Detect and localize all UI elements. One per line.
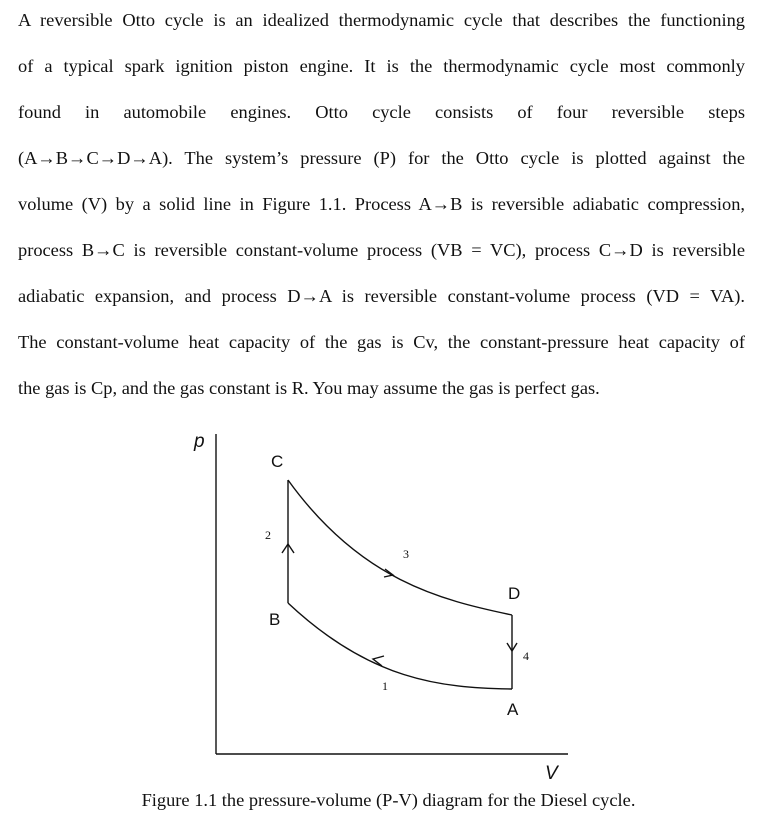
paragraph-line-4: (A→B→C→D→A). The system’s pressure (P) for the Otto cycle is plotted against the bbox=[18, 148, 745, 168]
y-axis-label: p bbox=[194, 431, 205, 452]
process-ab-curve bbox=[288, 603, 512, 689]
paragraph-line-8: The constant-volume heat capacity of the gas is Cv, the constant-pressure heat capacity of bbox=[18, 332, 745, 352]
x-axis-label: V bbox=[545, 763, 558, 784]
process-number-1: 1 bbox=[382, 679, 388, 693]
process-number-4: 4 bbox=[523, 649, 529, 663]
process-cd-curve bbox=[288, 480, 512, 615]
point-label-b: B bbox=[269, 610, 281, 629]
point-label-c: C bbox=[271, 452, 284, 471]
process-number-2: 2 bbox=[265, 528, 271, 542]
paragraph-line-5: volume (V) by a solid line in Figure 1.1. Process A→B is reversible adiabatic compression, bbox=[18, 194, 745, 214]
paragraph-line-6: process B→C is reversible constant-volume process (VB = VC), process C→D is reversible bbox=[18, 240, 745, 260]
paragraph-line-9: the gas is Cp, and the gas constant is R. You may assume the gas is perfect gas. bbox=[18, 378, 600, 398]
point-label-a: A bbox=[507, 700, 519, 719]
paragraph-line-2: of a typical spark ignition piston engine. It is the thermodynamic cycle most commonly bbox=[18, 56, 745, 76]
point-label-d: D bbox=[508, 584, 521, 603]
paragraph-line-1: A reversible Otto cycle is an idealized thermodynamic cycle that describes the functioning bbox=[18, 10, 745, 30]
process-number-3: 3 bbox=[403, 547, 409, 561]
paragraph-line-7: adiabatic expansion, and process D→A is reversible constant-volume process (VD = VA). bbox=[18, 286, 745, 306]
figure-caption: Figure 1.1 the pressure-volume (P-V) diagram for the Diesel cycle. bbox=[141, 790, 636, 810]
paragraph-line-3: found in automobile engines. Otto cycle consists of four reversible steps bbox=[18, 102, 745, 122]
